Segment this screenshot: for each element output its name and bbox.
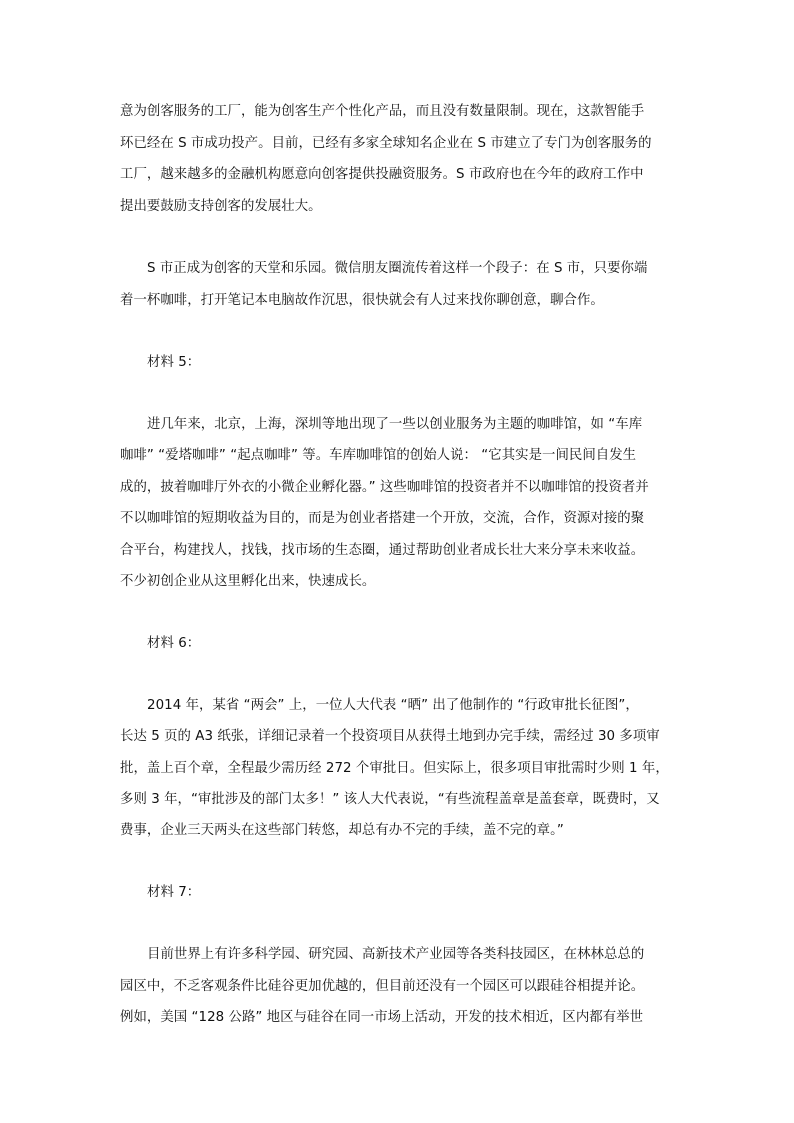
paragraph-line: S 市正成为创客的天堂和乐园。微信朋友圈流传着这样一个段子：在 S 市，只要你端 — [147, 261, 648, 276]
paragraph-line: 长达 5 页的 A3 纸张，详细记录着一个投资项目从获得土地到办完手续，需经过 30 多项审 — [120, 729, 660, 744]
paragraph-line: 批，盖上百个章，全程最少需历经 272 个审批日。但实际上，很多项目审批需时少则 1 年， — [120, 761, 669, 776]
paragraph-line: 意为创客服务的工厂，能为创客生产个性化产品，而且没有数量限制。现在，这款智能手 — [120, 104, 645, 119]
paragraph-line: 园区中，不乏客观条件比硅谷更加优越的，但目前还没有一个园区可以跟硅谷相提并论。 — [120, 979, 645, 994]
section-heading-material-6: 材料 6： — [147, 636, 201, 651]
paragraph-line: 成的，披着咖啡厅外衣的小微企业孵化器。” 这些咖啡馆的投资者并不以咖啡馆的投资者并 — [120, 480, 649, 495]
section-heading-material-7: 材料 7： — [147, 885, 201, 900]
paragraph-line: 进几年来，北京，上海，深圳等地出现了一些以创业服务为主题的咖啡馆，如 “车库 — [147, 417, 643, 432]
paragraph-line: 多则 3 年，“审批涉及的部门太多！” 该人大代表说，“有些流程盖章是盖套章，既费时，又 — [120, 792, 660, 807]
paragraph-line: 提出要鼓励支持创客的发展壮大。 — [120, 199, 322, 214]
paragraph-line: 环已经在 S 市成功投产。目前，已经有多家全球知名企业在 S 市建立了专门为创客服务的 — [120, 136, 652, 151]
paragraph-line: 2014 年，某省 “两会” 上，一位人大代表 “晒” 出了他制作的 “行政审批长征图”， — [147, 698, 639, 713]
paragraph-line: 例如，美国 “128 公路” 地区与硅谷在同一市场上活动，开发的技术相近，区内都有举世 — [120, 1010, 644, 1025]
paragraph-line: 工厂，越来越多的金融机构愿意向创客提供投融资服务。S 市政府也在今年的政府工作中 — [120, 167, 644, 182]
paragraph-line: 合平台，构建找人，找钱，找市场的生态圈，通过帮助创业者成长壮大来分享未来收益。 — [120, 543, 645, 558]
paragraph-line: 目前世界上有许多科学园、研究园、高新技术产业园等各类科技园区，在林林总总的 — [147, 947, 645, 962]
paragraph-line: 着一杯咖啡，打开笔记本电脑故作沉思，很快就会有人过来找你聊创意，聊合作。 — [120, 293, 604, 308]
paragraph-line: 不少初创企业从这里孵化出来，快速成长。 — [120, 574, 376, 589]
paragraph-line: 不以咖啡馆的短期收益为目的，而是为创业者搭建一个开放，交流，合作，资源对接的聚 — [120, 511, 645, 526]
paragraph-line: 费事，企业三天两头在这些部门转悠，却总有办不完的手续，盖不完的章。” — [120, 823, 564, 838]
section-heading-material-5: 材料 5： — [147, 355, 201, 370]
paragraph-line: 咖啡” “爱塔咖啡” “起点咖啡” 等。车库咖啡馆的创始人说： “它其实是一间民间自发生 — [120, 448, 637, 463]
